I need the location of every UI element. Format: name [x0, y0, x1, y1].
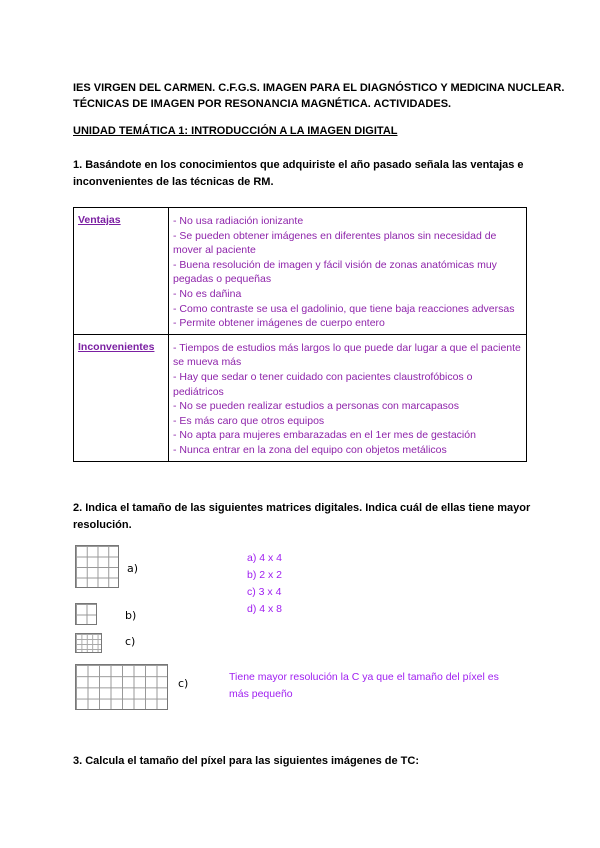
question-1: 1. Basándote en los conocimientos que adquiriste el año pasado señala las ventajas e inconvenientes de las técnicas de RM. [73, 159, 524, 188]
header-line-1: IES VIRGEN DEL CARMEN. C.F.G.S. IMAGEN PARA EL DIAGNÓSTICO Y MEDICINA NUCLEAR. [73, 82, 565, 94]
list-item: - Buena resolución de imagen y fácil visión de zonas anatómicas muy pegadas o pequeñas [173, 258, 497, 286]
matrix-a-label: a) [127, 562, 139, 575]
matrix-c-label: c) [125, 635, 136, 648]
ventajas-list [169, 208, 527, 335]
ventajas-label: Ventajas [74, 208, 169, 335]
answer-d: d) 4 x 8 [247, 603, 283, 615]
unit-title: UNIDAD TEMÁTICA 1: INTRODUCCIÓN A LA IMAGEN DIGITAL [73, 125, 398, 137]
inconvenientes-list [169, 334, 527, 461]
matrix-b-label: b) [125, 609, 137, 622]
advantages-disadvantages-table [73, 207, 527, 462]
matrix-a-grid [75, 545, 119, 588]
list-item: - Como contraste se usa el gadolinio, que tiene baja reacciones adversas [173, 302, 515, 315]
header-line-2: TÉCNICAS DE IMAGEN POR RESONANCIA MAGNÉTICA. ACTIVIDADES. [73, 98, 452, 110]
table-row-ventajas [74, 208, 527, 335]
inconvenientes-label: Inconvenientes [74, 334, 169, 461]
list-item: - No es dañina [173, 287, 242, 300]
table-row-inconvenientes [74, 334, 527, 461]
question-2: 2. Indica el tamaño de las siguientes matrices digitales. Indica cuál de ellas tiene mayor resolución. [73, 502, 531, 531]
list-item: - Permite obtener imágenes de cuerpo entero [173, 317, 385, 330]
matrix-d-grid [75, 664, 168, 710]
list-item: - Es más caro que otros equipos [173, 414, 325, 427]
list-item: - Se pueden obtener imágenes en diferentes planos sin necesidad de mover al paciente [173, 229, 497, 257]
matrix-c-grid [75, 633, 102, 653]
answer-c: c) 3 x 4 [247, 586, 282, 598]
matrix-d-label: c) [178, 677, 189, 690]
question-3: 3. Calcula el tamaño del píxel para las siguientes imágenes de TC: [73, 755, 420, 767]
list-item: - No usa radiación ionizante [173, 215, 304, 227]
resolution-conclusion: Tiene mayor resolución la C ya que el tamaño del píxel es más pequeño [229, 671, 499, 700]
list-item: - No apta para mujeres embarazadas en el 1er mes de gestación [173, 429, 476, 442]
matrix-b-grid [75, 603, 97, 625]
list-item: - Tiempos de estudios más largos lo que puede dar lugar a que el paciente se mueva más [173, 341, 521, 369]
list-item: - Hay que sedar o tener cuidado con pacientes claustrofóbicos o pediátricos [173, 370, 473, 398]
answer-a: a) 4 x 4 [247, 552, 283, 564]
list-item: - No se pueden realizar estudios a personas con marcapasos [173, 400, 459, 413]
list-item: - Nunca entrar en la zona del equipo con objetos metálicos [173, 443, 447, 456]
answer-b: b) 2 x 2 [247, 569, 283, 581]
